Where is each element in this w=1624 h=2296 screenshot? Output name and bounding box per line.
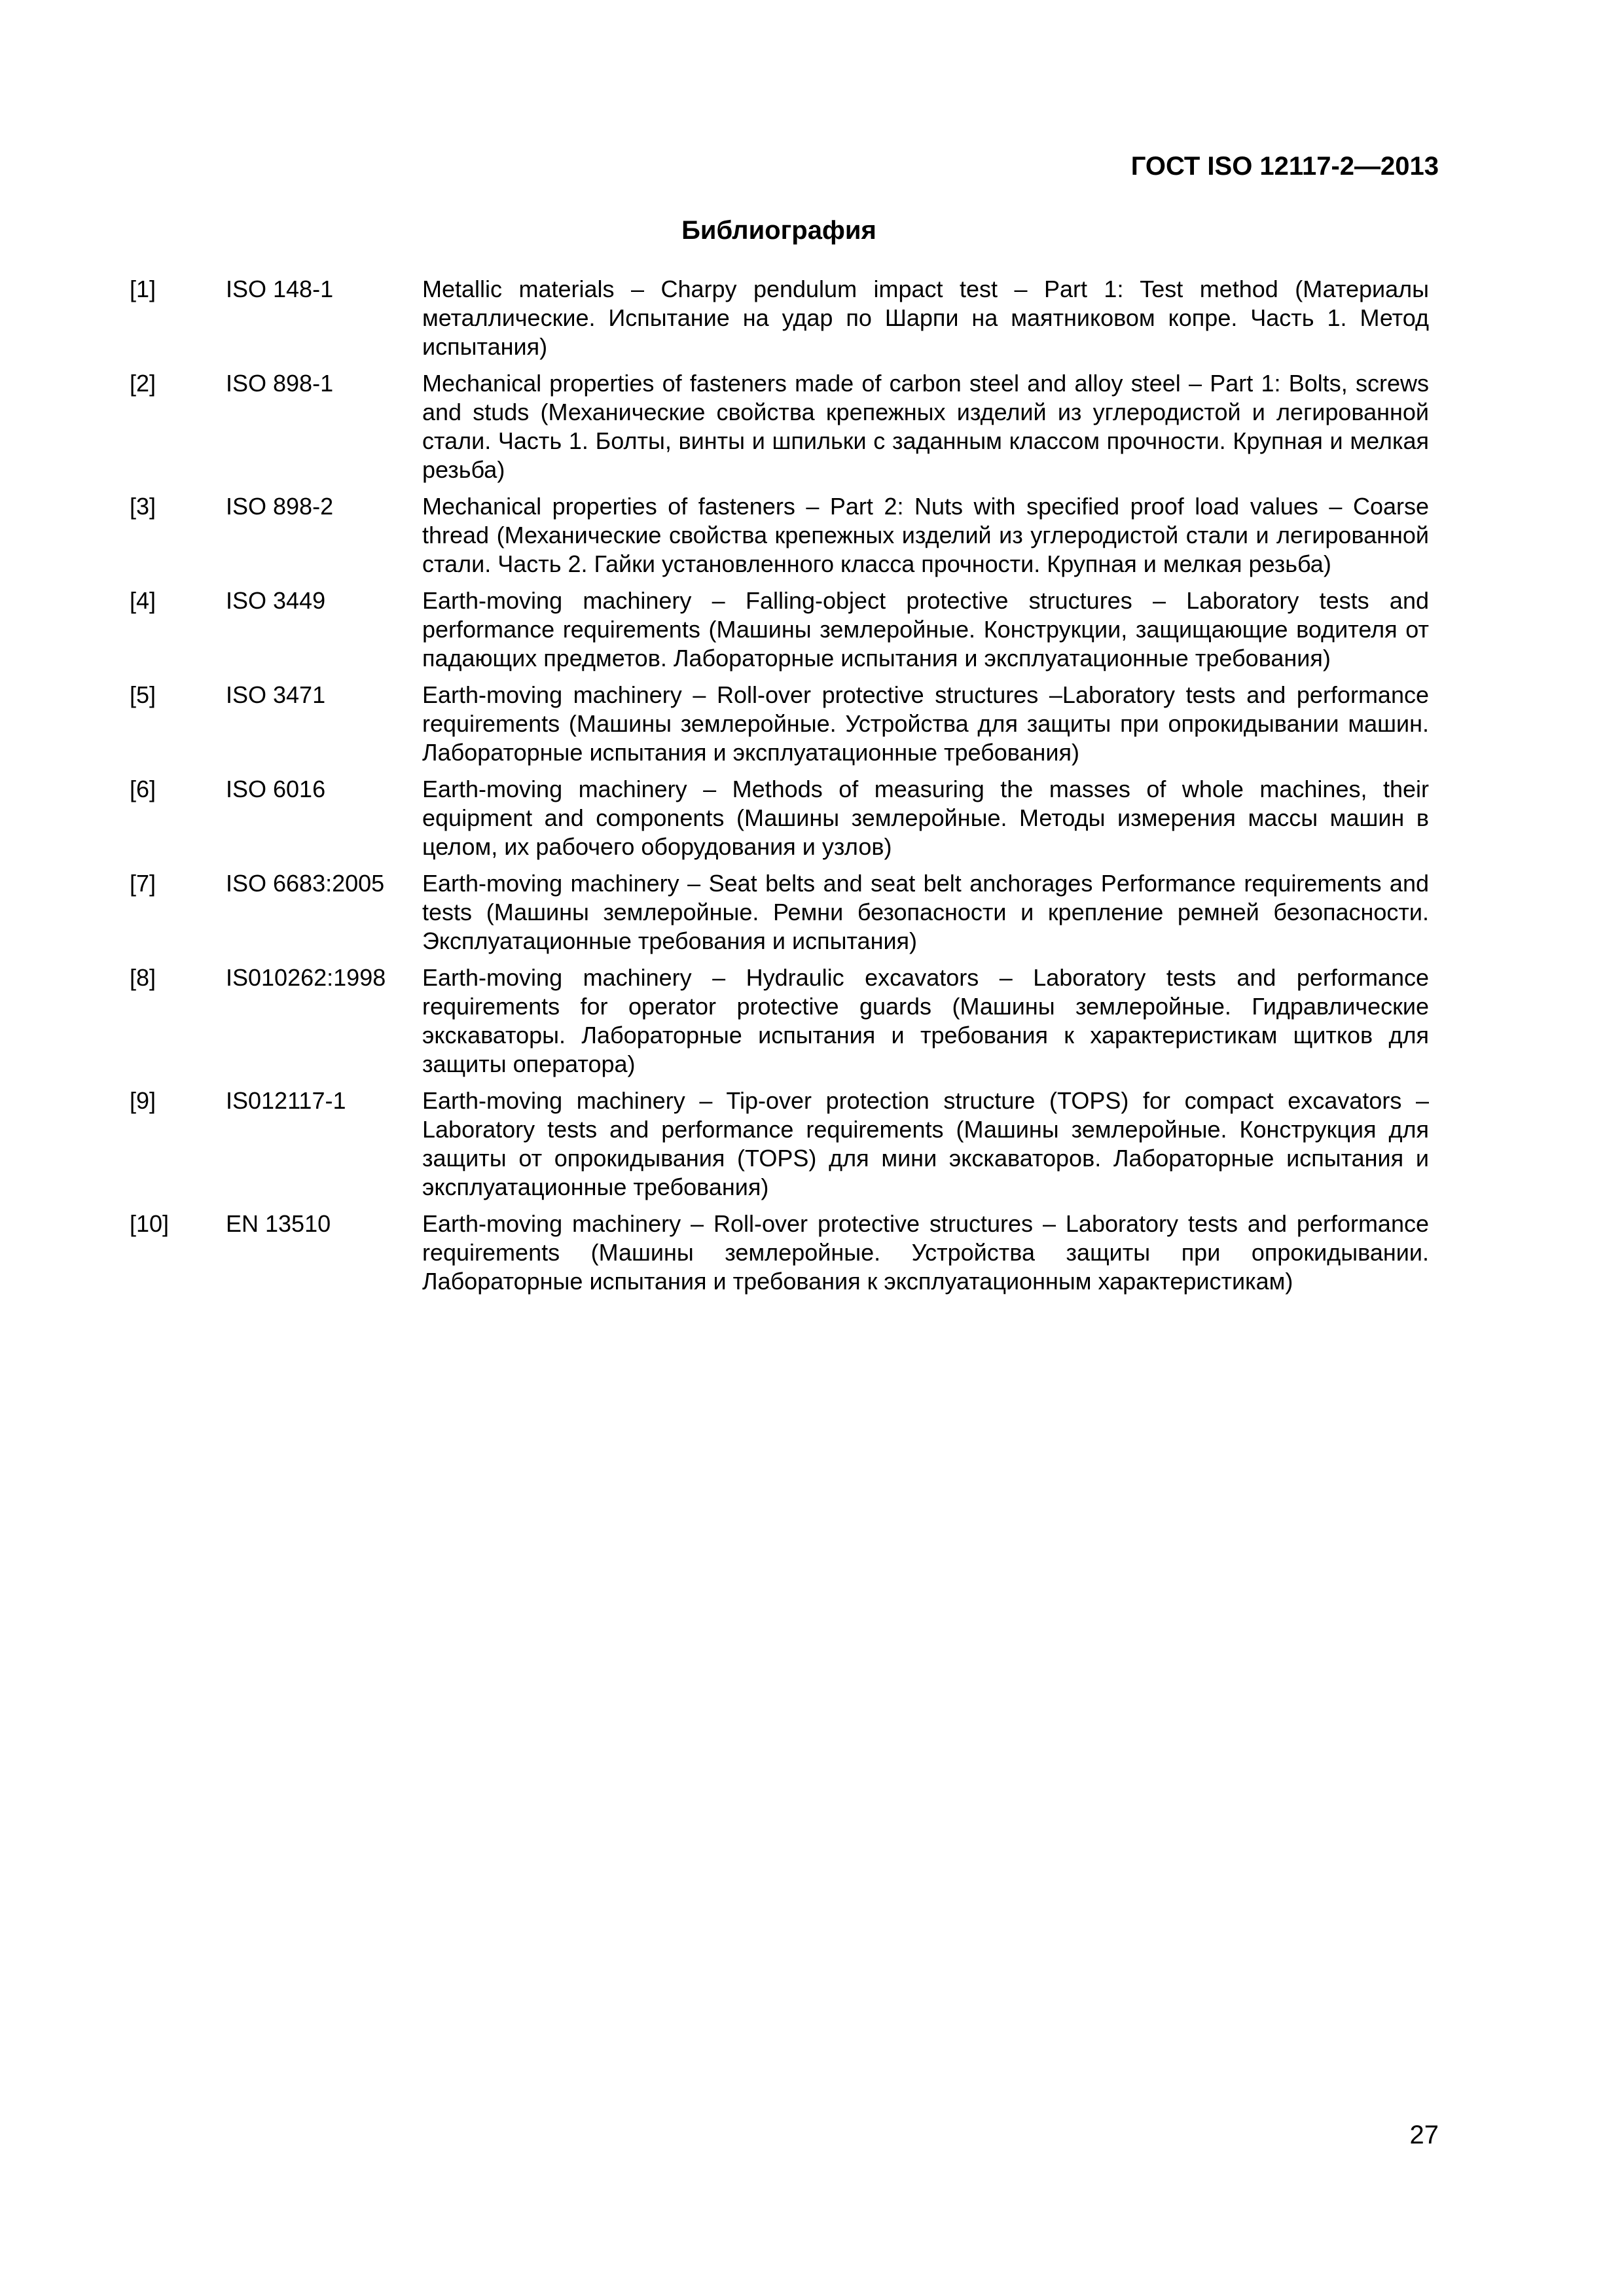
entry-number: [10]: [130, 1210, 170, 1237]
entry-standard-code: IS012117-1: [226, 1087, 346, 1114]
entry-standard-code: ISO 3449: [226, 587, 326, 614]
bibliography-title: Библиография: [681, 216, 876, 245]
entry-number: [8]: [130, 964, 156, 991]
entry-number: [1]: [130, 276, 156, 302]
bibliography-entry-7: [130, 869, 1429, 956]
entry-standard-code: ISO 6683:2005: [226, 870, 385, 897]
entry-description: Earth-moving machinery – Seat belts and seat belt anchorages Performance requirements and tests (Машины землеройные. Ремни безопасности и крепление ремней безопасности. Эксплуатационные требования и испытания): [422, 870, 1429, 954]
entry-number: [3]: [130, 493, 156, 520]
entry-description: Earth-moving machinery – Roll-over protective structures – Laboratory tests and performance requirements (Машины землеройные. Устройства защиты при опрокидывании. Лабораторные испытания и требования к эксплуатационным характеристикам): [422, 1210, 1429, 1295]
entry-number: [5]: [130, 681, 156, 708]
entry-standard-code: ISO 6016: [226, 776, 326, 802]
bibliography-entry-5: [130, 681, 1429, 767]
entry-description: Metallic materials – Charpy pendulum impact test – Part 1: Test method (Материалы металлические. Испытание на удар по Шарпи на маятниковом копре. Часть 1. Метод испытания): [422, 276, 1429, 360]
entry-description: Mechanical properties of fasteners made of carbon steel and alloy steel – Part 1: Bolts, screws and studs (Механические свойства крепежных изделий из углеродистой и легированной стали. Часть 1. Болты, винты и шпильки с заданным классом прочности. Крупная и мелкая резьба): [422, 370, 1429, 483]
entry-number: [6]: [130, 776, 156, 802]
entry-description: Earth-moving machinery – Roll-over protective structures –Laboratory tests and performance requirements (Машины землеройные. Устройства для защиты при опрокидывании машин. Лабораторные испытания и эксплуатационные требования): [422, 681, 1429, 766]
bibliography-entry-3: [130, 492, 1429, 579]
bibliography-entry-2: [130, 369, 1429, 484]
entry-standard-code: ISO 3471: [226, 681, 326, 708]
bibliography-entry-1: [130, 275, 1429, 361]
entry-number: [9]: [130, 1087, 156, 1114]
bibliography-entry-10: [130, 1210, 1429, 1296]
entry-description: Earth-moving machinery – Hydraulic excavators – Laboratory tests and performance requirements for operator protective guards (Машины землеройные. Гидравлические экскаваторы. Лабораторные испытания и требования к характеристикам щитков для защиты оператора): [422, 964, 1429, 1077]
bibliography-entry-9: [130, 1086, 1429, 1202]
entry-number: [2]: [130, 370, 156, 397]
entry-number: [7]: [130, 870, 156, 897]
entry-description: Earth-moving machinery – Methods of measuring the masses of whole machines, their equipment and components (Машины землеройные. Методы измерения массы машин в целом, их рабочего оборудования и узлов): [422, 776, 1429, 860]
bibliography-entry-4: [130, 586, 1429, 673]
entry-standard-code: EN 13510: [226, 1210, 331, 1237]
bibliography-list: [130, 275, 1429, 1304]
entry-description: Mechanical properties of fasteners – Part 2: Nuts with specified proof load values – Coarse thread (Механические свойства крепежных изделий из углеродистой стали и легированной стали. Часть 2. Гайки установленного класса прочности. Крупная и мелкая резьба): [422, 493, 1429, 577]
entry-description: Earth-moving machinery – Tip-over protection structure (TOPS) for compact excavators – Laboratory tests and performance requirements (Машины землеройные. Конструкция для защиты от опрокидывания (TOPS) для мини экскаваторов. Лабораторные испытания и эксплуатационные требования): [422, 1087, 1429, 1200]
entry-standard-code: ISO 898-1: [226, 370, 334, 397]
document-code: ГОСТ ISO 12117-2—2013: [1130, 152, 1439, 181]
entry-standard-code: ISO 898-2: [226, 493, 334, 520]
bibliography-entry-6: [130, 775, 1429, 861]
entry-standard-code: IS010262:1998: [226, 964, 386, 991]
bibliography-entry-8: [130, 963, 1429, 1079]
entry-description: Earth-moving machinery – Falling-object protective structures – Laboratory tests and performance requirements (Машины землеройные. Конструкции, защищающие водителя от падающих предметов. Лабораторные испытания и эксплуатационные требования): [422, 587, 1429, 672]
page-number: 27: [1409, 2121, 1439, 2149]
entry-number: [4]: [130, 587, 156, 614]
entry-standard-code: ISO 148-1: [226, 276, 334, 302]
